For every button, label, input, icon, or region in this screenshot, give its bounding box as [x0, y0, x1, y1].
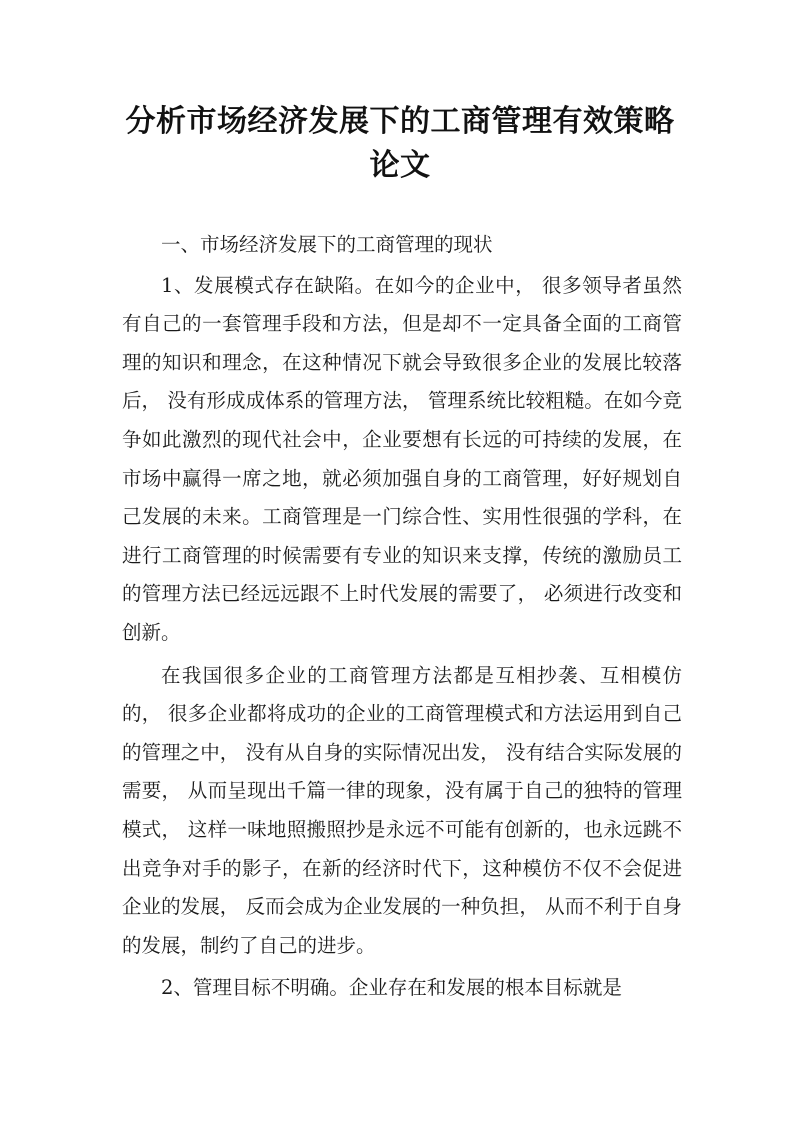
document-title: [110, 100, 690, 188]
title-line-2: 论文: [369, 148, 431, 183]
document-body: [122, 226, 682, 1012]
paragraph: 2、管理目标不明确。企业存在和发展的根本目标就是: [161, 976, 622, 1000]
section-heading: 一、市场经济发展下的工商管理的现状: [161, 233, 493, 256]
paragraph: 1、发展模式存在缺陷。在如今的企业中， 很多领导者虽然有自己的一套管理手段和方法，但是却不一定具备全面的工商管理的知识和理念，在这种情况下就会导致很多企业的发展比较落后， 没有形成成体系的管理方法， 管理系统比较粗糙。在如今竞争如此激烈的现代社会中，企业要想有长远的可持续的发展，在市场中赢得一席之地，就必须加强自身的工商管理，好好规划自己发展的未来。工商管理是一门综合性、实用性很强的学科，在进行工商管理的时候需要有专业的知识来支撑，传统的激励员工的管理方法已经远远跟不上时代发展的需要了， 必须进行改变和创新。: [122, 273, 682, 644]
title-line-1: 分析市场经济发展下的工商管理有效策略: [125, 104, 675, 139]
paragraph: 在我国很多企业的工商管理方法都是互相抄袭、互相模仿的， 很多企业都将成功的企业的工商管理模式和方法运用到自己的管理之中， 没有从自身的实际情况出发， 没有结合实际发展的需要， 从而呈现出千篇一律的现象，没有属于自己的独特的管理模式， 这样一味地照搬照抄是永远不可能有创新的，也永远跳不出竞争对手的影子，在新的经济时代下，这种模仿不仅不会促进企业的发展， 反而会成为企业发展的一种负担， 从而不利于自身的发展，制约了自己的进步。: [122, 663, 682, 957]
